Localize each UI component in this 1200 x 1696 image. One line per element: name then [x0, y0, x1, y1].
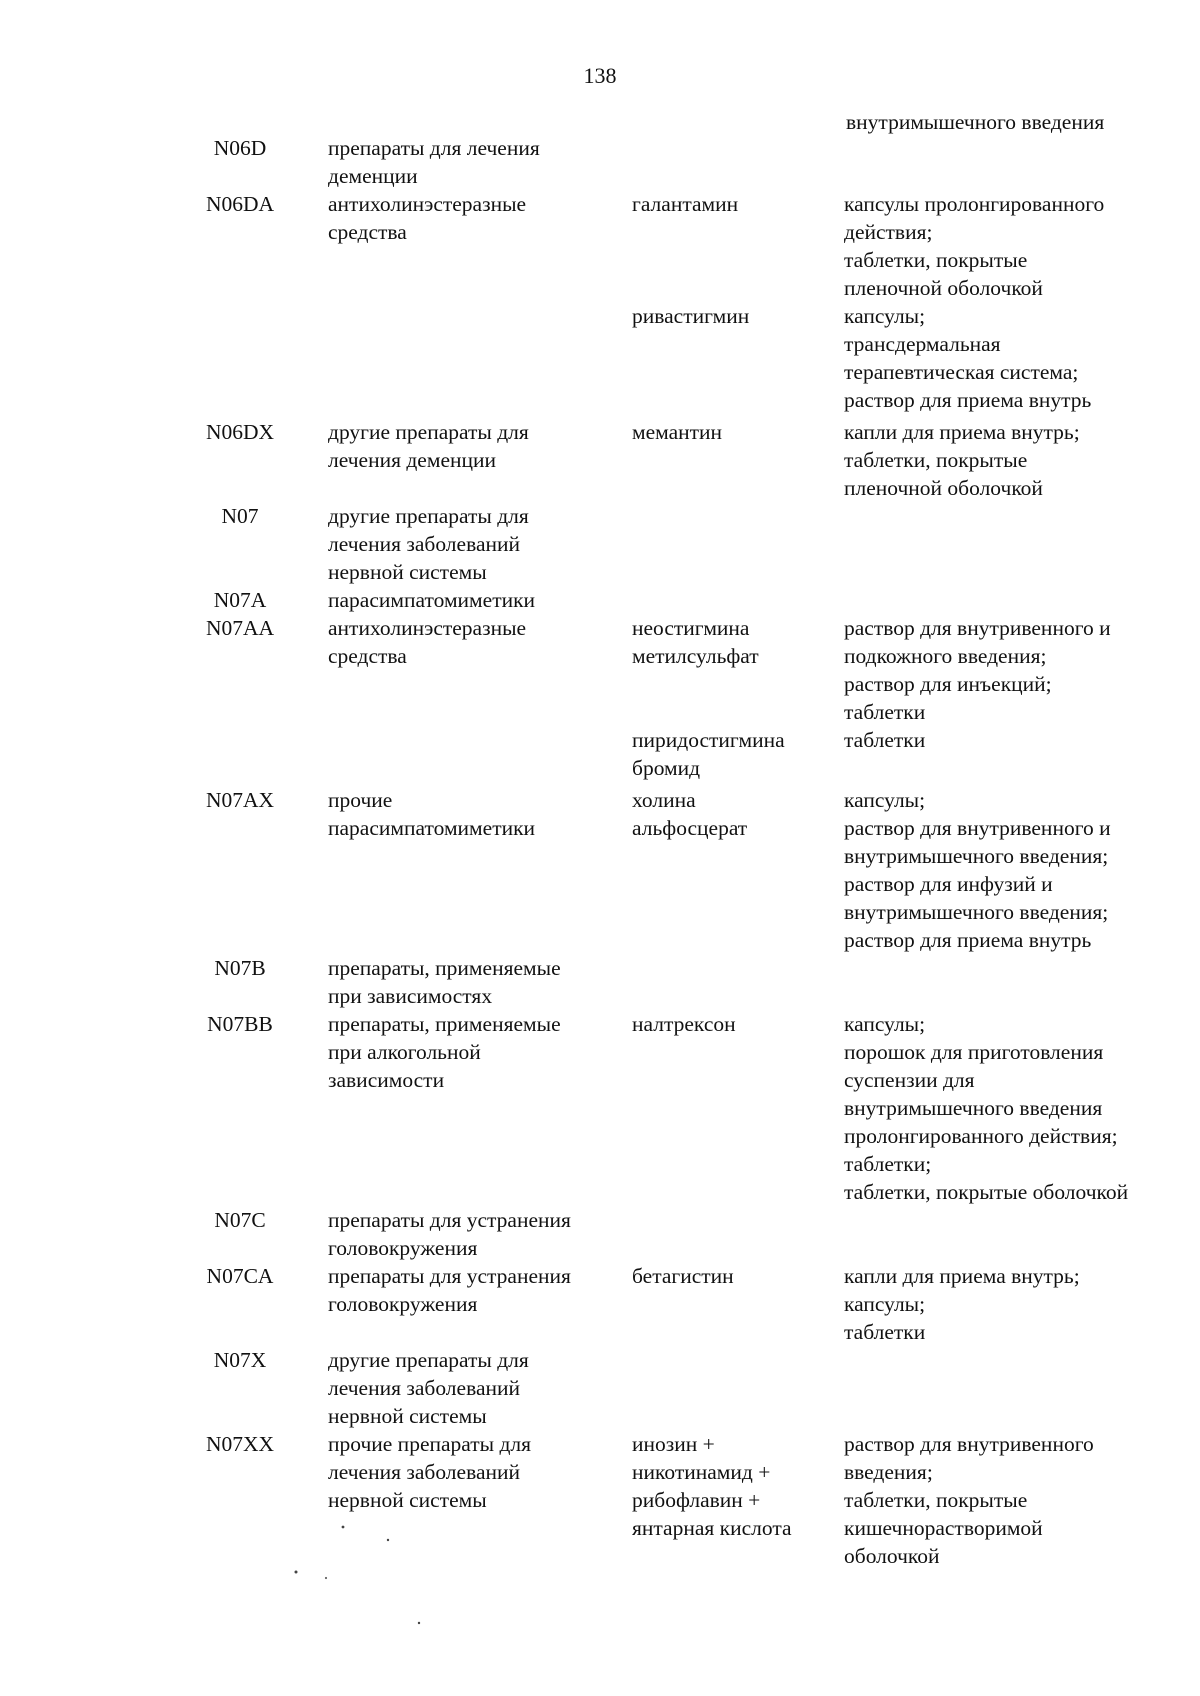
group-name [328, 1346, 618, 1430]
atc-code: N07AA [205, 616, 275, 640]
drug-name-line: пиридостигмина [632, 728, 785, 752]
drug-column [632, 1262, 837, 1346]
group-name-line: препараты, применяемые [328, 956, 561, 980]
group-name-line: лечения заболеваний [328, 1460, 521, 1484]
group-name-line: при алкогольной [328, 1040, 481, 1064]
drug-name-line: никотинамид + [632, 1460, 771, 1484]
drug-name-line: неостигмина [632, 616, 750, 640]
atc-code: N07BB [207, 1012, 273, 1036]
dosage-form [844, 786, 1194, 954]
group-name [328, 586, 618, 614]
dosage-form-line: таблетки, покрытые оболочкой [844, 1180, 1129, 1204]
group-name-line: парасимпатомиметики [328, 588, 536, 612]
dosage-form-line: суспензии для [844, 1068, 975, 1092]
dosage-form-line: капсулы; [844, 1012, 926, 1036]
scan-speck [342, 1526, 345, 1529]
drug-column [632, 1430, 837, 1570]
drug-name-line: налтрексон [632, 1012, 736, 1036]
drug-name [632, 190, 837, 302]
drug-name-line: холина [632, 788, 696, 812]
group-name-line: головокружения [328, 1236, 478, 1260]
group-name [328, 786, 618, 842]
group-name-line: другие препараты для [328, 504, 529, 528]
group-name [328, 418, 618, 474]
dosage-form [844, 1430, 1194, 1570]
group-name-line: препараты, применяемые [328, 1012, 561, 1036]
group-name-line: головокружения [328, 1292, 478, 1316]
dosage-form-line: пролонгированного действия; [844, 1124, 1118, 1148]
dosage-form-line: раствор для приема внутрь [844, 928, 1092, 952]
atc-code: N07AX [205, 788, 275, 812]
drug-name [632, 1010, 837, 1206]
drug-name [632, 302, 837, 414]
atc-code: N07B [214, 956, 266, 980]
drug-name-line: мемантин [632, 420, 723, 444]
drug-name-line: альфосцерат [632, 816, 748, 840]
group-name [328, 134, 618, 190]
drug-column [632, 614, 837, 782]
dosage-form [844, 1262, 1194, 1346]
dosage-form-column [844, 1010, 1194, 1206]
drug-column [632, 786, 837, 954]
drug-column [632, 1010, 837, 1206]
dosage-form-line: подкожного введения; [844, 644, 1047, 668]
group-name-line: зависимости [328, 1068, 445, 1092]
dosage-form-line: раствор для инфузий и [844, 872, 1053, 896]
dosage-form-line: капсулы; [844, 304, 926, 328]
drug-column [632, 190, 837, 414]
drug-name [632, 726, 837, 782]
dosage-form-column [844, 614, 1194, 782]
dosage-form-line: кишечнорастворимой [844, 1516, 1043, 1540]
group-name-line: нервной системы [328, 1404, 487, 1428]
drug-name [632, 1262, 837, 1346]
atc-code: N07XX [205, 1432, 275, 1456]
dosage-form-line: раствор для внутривенного и [844, 616, 1111, 640]
atc-code: N07X [213, 1348, 267, 1372]
group-name [328, 1010, 618, 1094]
dosage-form [844, 1010, 1194, 1206]
drug-name [632, 614, 837, 726]
dosage-form-column [844, 786, 1194, 954]
dosage-form-line: внутримышечного введения; [844, 844, 1109, 868]
group-name [328, 502, 618, 586]
group-name [328, 954, 618, 1010]
dosage-form-line: пленочной оболочкой [844, 276, 1043, 300]
dosage-form-line: трансдермальная [844, 332, 1001, 356]
dosage-form-column [844, 190, 1194, 414]
dosage-form-line: раствор для приема внутрь [844, 388, 1092, 412]
dosage-form-line: оболочкой [844, 1544, 940, 1568]
drug-name-line: инозин + [632, 1432, 715, 1456]
drug-name-line: галантамин [632, 192, 739, 216]
group-name-line: средства [328, 220, 407, 244]
atc-code: N07CA [206, 1264, 274, 1288]
drug-name [632, 786, 837, 954]
dosage-form-column [844, 1262, 1194, 1346]
drug-column [632, 418, 837, 502]
dosage-form [844, 726, 1194, 782]
dosage-form-line: таблетки, покрытые [844, 1488, 1028, 1512]
dosage-form-line: введения; [844, 1460, 933, 1484]
group-name-line: препараты для устранения [328, 1208, 571, 1232]
dosage-form-line: капсулы; [844, 1292, 926, 1316]
drug-name-line: бетагистин [632, 1264, 734, 1288]
scan-speck [387, 1539, 389, 1541]
drug-name-line: ривастигмин [632, 304, 750, 328]
atc-code: N06DX [205, 420, 275, 444]
page-number: 138 [583, 63, 617, 88]
dosage-form-line: терапевтическая система; [844, 360, 1079, 384]
atc-code: N07 [221, 504, 259, 528]
dosage-form-line: порошок для приготовления [844, 1040, 1104, 1064]
dosage-form-line: раствор для внутривенного [844, 1432, 1094, 1456]
group-name [328, 1262, 618, 1318]
dosage-form [844, 614, 1194, 726]
scan-speck [325, 1577, 327, 1579]
group-name-line: лечения заболеваний [328, 1376, 521, 1400]
scan-speck [418, 1622, 420, 1624]
dosage-form [844, 190, 1194, 302]
group-name-line: прочие препараты для [328, 1432, 532, 1456]
atc-code: N06D [213, 136, 267, 160]
group-name-line: антихолинэстеразные [328, 192, 527, 216]
dosage-form-line: капсулы пролонгированного [844, 192, 1105, 216]
dosage-form-column [844, 418, 1194, 502]
group-name-line: прочие [328, 788, 393, 812]
drug-name-line: янтарная кислота [632, 1516, 792, 1540]
dosage-form-column [844, 1430, 1194, 1570]
dosage-form-line: таблетки, покрытые [844, 248, 1028, 272]
group-name-line: лечения заболеваний [328, 532, 521, 556]
dosage-form-line: внутримышечного введения; [844, 900, 1109, 924]
dosage-form-line: капли для приема внутрь; [844, 420, 1080, 444]
dosage-form-line: таблетки [844, 728, 926, 752]
dosage-form-line: таблетки [844, 1320, 926, 1344]
dosage-form-line: раствор для внутривенного и [844, 816, 1111, 840]
group-name [328, 190, 618, 246]
dosage-form-line: капли для приема внутрь; [844, 1264, 1080, 1288]
dosage-form-line: раствор для инъекций; [844, 672, 1052, 696]
dosage-form [844, 302, 1194, 414]
drug-name [632, 418, 837, 502]
group-name-line: антихолинэстеразные [328, 616, 527, 640]
dosage-form-line: пленочной оболочкой [844, 476, 1043, 500]
group-name-line: при зависимостях [328, 984, 493, 1008]
drug-name-line: метилсульфат [632, 644, 759, 668]
group-name [328, 1430, 618, 1514]
group-name-line: нервной системы [328, 560, 487, 584]
dosage-form-line: таблетки [844, 700, 926, 724]
group-name-line: другие препараты для [328, 420, 529, 444]
dosage-form [844, 418, 1194, 502]
drug-name-line: бромид [632, 756, 701, 780]
drug-name-line: рибофлавин + [632, 1488, 761, 1512]
group-name-line: препараты для лечения [328, 136, 540, 160]
group-name-line: другие препараты для [328, 1348, 529, 1372]
continued-dosage-form: внутримышечного введения [846, 110, 1105, 134]
dosage-form-line: капсулы; [844, 788, 926, 812]
group-name [328, 614, 618, 670]
dosage-form-line: действия; [844, 220, 933, 244]
atc-code: N07C [214, 1208, 266, 1232]
drug-name [632, 1430, 837, 1570]
group-name-line: лечения деменции [328, 448, 497, 472]
group-name-line: деменции [328, 164, 418, 188]
group-name [328, 1206, 618, 1262]
dosage-form-line: таблетки; [844, 1152, 932, 1176]
group-name-line: препараты для устранения [328, 1264, 571, 1288]
group-name-line: парасимпатомиметики [328, 816, 536, 840]
scan-speck [295, 1571, 298, 1574]
group-name-line: средства [328, 644, 407, 668]
group-name-line: нервной системы [328, 1488, 487, 1512]
atc-code: N06DA [205, 192, 275, 216]
dosage-form-line: внутримышечного введения [844, 1096, 1103, 1120]
dosage-form-line: таблетки, покрытые [844, 448, 1028, 472]
atc-code: N07A [213, 588, 267, 612]
